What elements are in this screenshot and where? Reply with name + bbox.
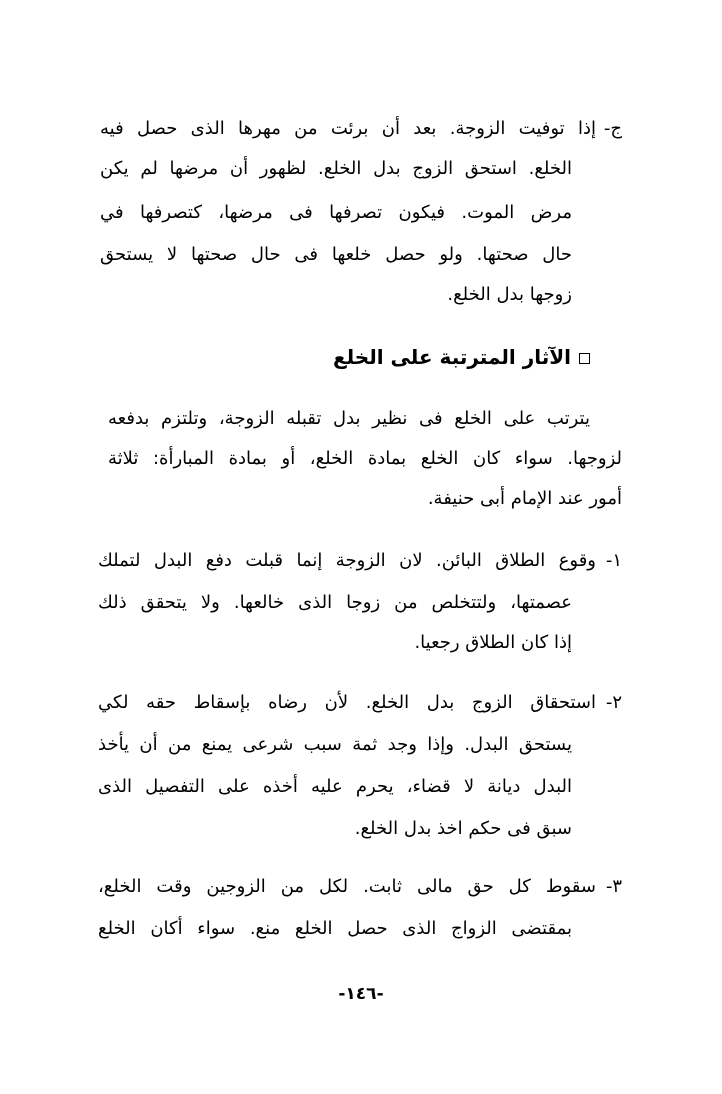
item-2-marker: ٢- xyxy=(605,692,622,713)
item-2-line-1: استحقاق الزوج بدل الخلع. لأن رضاه بإسقاط حقه لكي xyxy=(98,692,596,713)
section-c-line-4: حال صحتها. ولو حصل خلعها فى حال صحتها لا يستحق xyxy=(100,244,572,265)
item-2-line-3: البدل ديانة لا قضاء، يحرم عليه أخذه على التفصيل الذى xyxy=(98,776,572,797)
item-3-line-1: سقوط كل حق مالى ثابت. لكل من الزوجين وقت الخلع، xyxy=(98,876,596,897)
item-1-line-3: إذا كان الطلاق رجعيا. xyxy=(414,632,572,653)
section-c-line-5: زوجها بدل الخلع. xyxy=(447,284,572,305)
section-heading xyxy=(333,344,590,370)
section-c-marker: ج- xyxy=(603,118,622,139)
intro-line-2: لزوجها. سواء كان الخلع بمادة الخلع، أو بمادة المبارأة: ثلاثة xyxy=(108,448,622,469)
item-1-line-2: عصمتها، ولتتخلص من زوجا الذى خالعها. ولا يتحقق ذلك xyxy=(98,592,572,613)
intro-line-3: أمور عند الإمام أبى حنيفة. xyxy=(427,488,622,509)
item-1-line-1: وقوع الطلاق البائن. لان الزوجة إنما قبلت دفع البدل لتملك xyxy=(98,550,596,571)
item-3-line-2: بمقتضى الزواج الذى حصل الخلع منع. سواء أكان الخلع xyxy=(98,918,572,939)
section-c-line-1: إذا توفيت الزوجة. بعد أن برئت من مهرها الذى حصل فيه xyxy=(100,118,596,139)
intro-line-1: يترتب على الخلع فى نظير بدل تقبله الزوجة، وتلتزم بدفعه xyxy=(108,408,590,429)
item-1-marker: ١- xyxy=(605,550,622,571)
section-heading-text: الآثار المترتبة على الخلع xyxy=(332,345,571,369)
page-number: -١٤٦- xyxy=(338,984,384,1004)
item-2-line-2: يستحق البدل. وإذا وجد ثمة سبب شرعى يمنع من أن يأخذ xyxy=(98,734,572,755)
square-bullet-icon xyxy=(579,353,590,364)
section-c-line-2: الخلع. استحق الزوج بدل الخلع. لظهور أن مرضها لم يكن xyxy=(100,158,572,179)
item-3-marker: ٣- xyxy=(605,876,622,897)
item-2-line-4: سبق فى حكم اخذ بدل الخلع. xyxy=(354,818,572,839)
section-c-line-3: مرض الموت. فيكون تصرفها فى مرضها، كتصرفها في xyxy=(100,202,572,223)
